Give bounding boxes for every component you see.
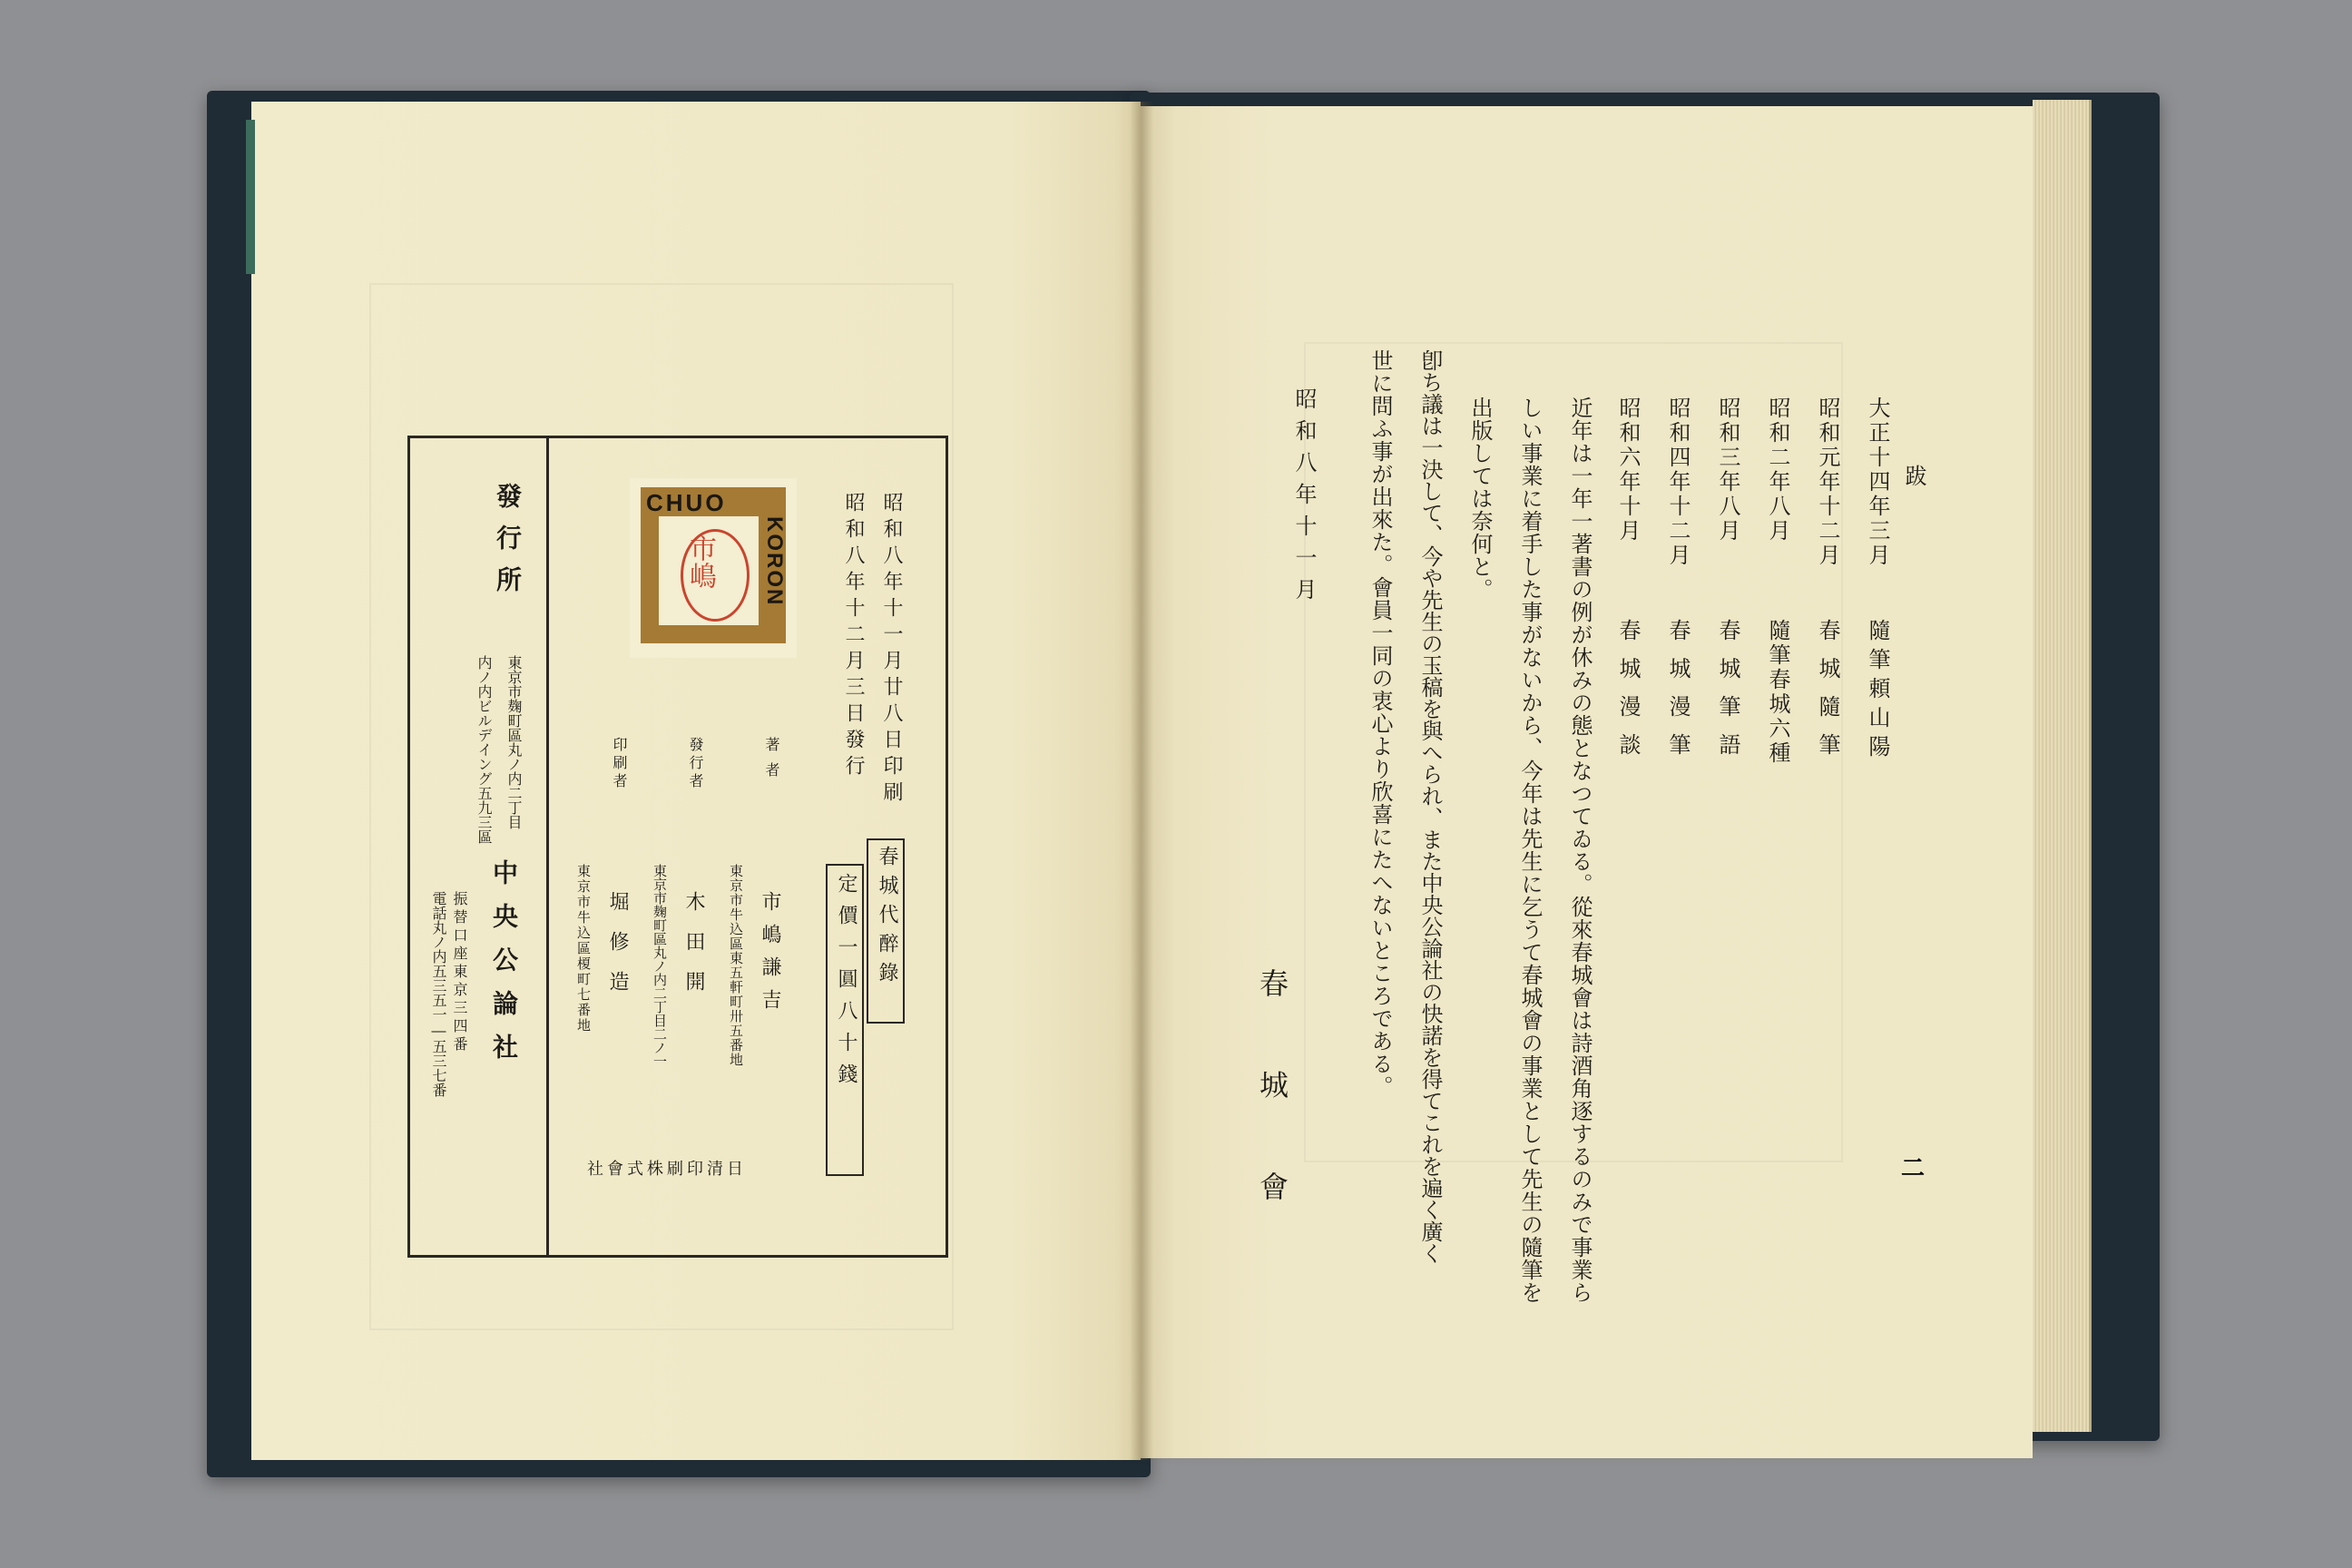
issuer-name: 中央公論社	[489, 859, 519, 1077]
paragraph-line: しい事業に着手した事がないから、今年は先生に乞うて春城會の事業として先生の隨筆を	[1517, 397, 1543, 1304]
paragraph-line: 世に問ふ事が出來た。會員一同の衷心より欣喜にたへないところである。	[1367, 349, 1393, 1098]
page-edges	[2033, 100, 2092, 1432]
signature: 春城會	[1255, 968, 1289, 1273]
entry-date: 大正十四年三月	[1865, 397, 1890, 568]
publisher-name: 木田開	[682, 891, 705, 1011]
book-title: 春城代醉錄	[876, 846, 898, 991]
paragraph-line: 出版しては奈何と。	[1467, 397, 1493, 601]
printer-name: 堀修造	[606, 891, 629, 1011]
price: 定價一圓八十錢	[835, 873, 858, 1095]
entry-title: 隨筆春城六種	[1765, 619, 1790, 766]
entry-title: 春城漫筆	[1665, 619, 1690, 771]
author-address: 東京市牛込區東五軒町卅五番地	[728, 864, 744, 1067]
entry-title: 春城筆語	[1715, 619, 1740, 771]
issuer-address-1: 東京市麹町區丸ノ内二丁目	[505, 655, 523, 829]
publisher-stamp: CHUO KORON 市嶋	[630, 478, 797, 658]
publisher-role: 發行者	[687, 737, 704, 791]
issuer-address-2: 内ノ内ビルデイング五九三區	[475, 655, 493, 844]
phone-number: 電話丸ノ内五三五一―五三七番	[430, 891, 447, 1097]
paragraph-line: 卽ち議は一決して、今や先生の玉稿を與へられ、また中央公論社の快諾を得てこれを遍く廣く	[1417, 349, 1443, 1264]
entry-date: 昭和元年十二月	[1815, 397, 1840, 568]
print-date: 昭和八年十一月廿八日印刷	[880, 492, 903, 808]
publish-date: 昭和八年十二月三日發行	[842, 492, 865, 781]
entry-title: 春城隨筆	[1815, 619, 1840, 771]
right-page	[1141, 106, 2033, 1458]
transfer-account: 振替口座東京三四番	[451, 891, 468, 1054]
entry-title: 隨筆頼山陽	[1865, 619, 1890, 764]
page-tab	[246, 120, 255, 274]
book-gutter	[1130, 102, 1153, 1460]
entry-date: 昭和六年十月	[1615, 397, 1641, 544]
entry-date: 昭和四年十二月	[1665, 397, 1690, 568]
entry-date: 昭和三年八月	[1715, 397, 1740, 544]
closing-date: 昭和八年十一月	[1291, 387, 1317, 610]
author-role: 著者	[763, 737, 780, 788]
publisher-address: 東京市麹町區丸ノ内二丁目二ノ一	[652, 864, 668, 1068]
author-name: 市嶋謙吉	[759, 891, 781, 1022]
postface-heading: 跋	[1901, 465, 1926, 486]
page-number: 二	[1901, 1155, 1926, 1182]
printer-role: 印刷者	[611, 737, 628, 791]
entry-date: 昭和二年八月	[1765, 397, 1790, 544]
colophon-divider	[546, 436, 549, 1255]
printing-company: 日清印刷株式會社	[587, 1160, 747, 1179]
left-page	[251, 102, 1141, 1460]
printer-address: 東京市牛込區榎町七番地	[575, 864, 592, 1034]
entry-title: 春城漫談	[1615, 619, 1641, 771]
issuer-label: 發行所	[493, 483, 523, 608]
paragraph-line: 近年は一年一著書の例が休みの態となつてゐる。從來春城會は詩酒角逐するのみで事業ら	[1567, 397, 1592, 1304]
